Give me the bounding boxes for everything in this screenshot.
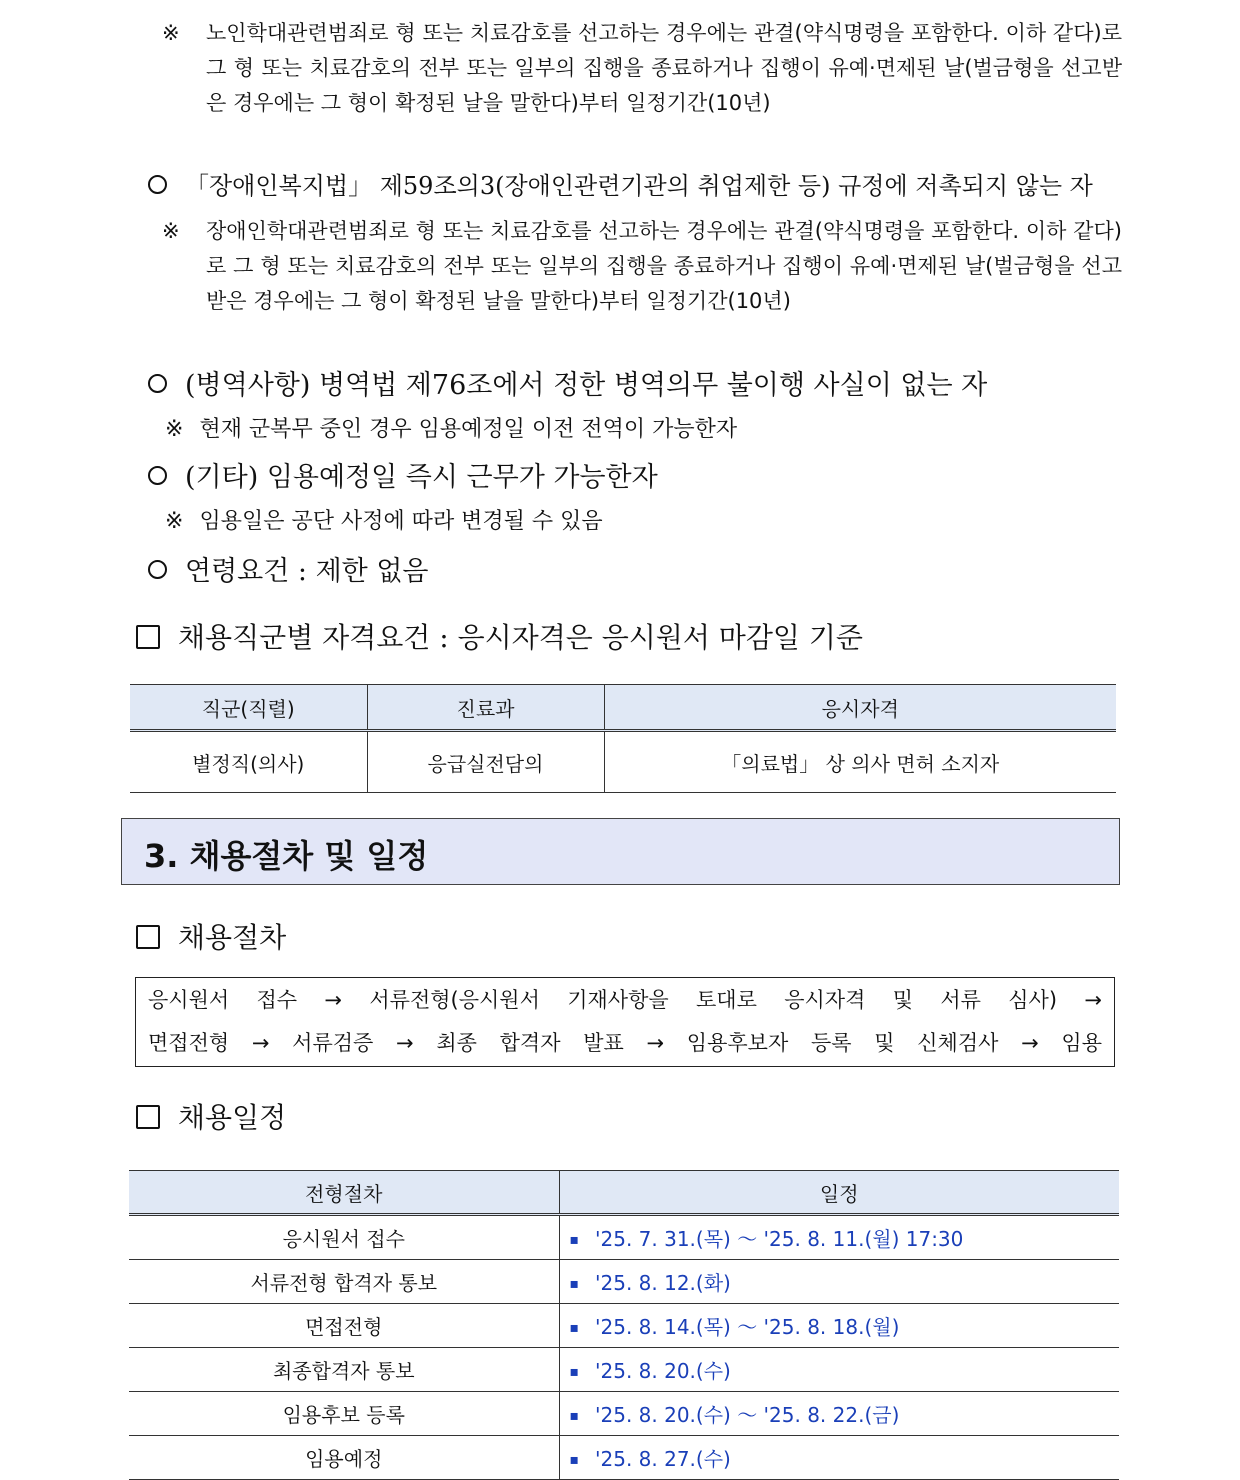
bullet-disability-law-text: 「장애인복지법」 제59조의3(장애인관련기관의 취업제한 등) 규정에 저촉되지 않는 자 — [185, 172, 1093, 200]
hollow-circle-icon — [148, 560, 167, 579]
reference-mark: ※ — [165, 417, 184, 442]
cell-date — [559, 1215, 1119, 1260]
square-bullet-icon: ▪ — [569, 1452, 579, 1468]
square-bullet-icon: ▪ — [569, 1364, 579, 1380]
hollow-circle-icon — [148, 175, 167, 194]
schedule-heading-text: 채용일정 — [178, 1101, 287, 1134]
cell-date — [559, 1392, 1119, 1436]
qualification-heading — [136, 618, 863, 658]
table-row — [129, 1436, 1119, 1480]
table-row — [129, 1304, 1119, 1348]
bullet-military-text: (병역사항) 병역법 제76조에서 정한 병역의무 불이행 사실이 없는 자 — [185, 370, 988, 401]
cell-date — [559, 1304, 1119, 1348]
bullet-disability-law — [148, 166, 1093, 206]
bullet-age — [148, 552, 429, 592]
table-row — [129, 1260, 1119, 1304]
cell-step: 최종합격자 통보 — [129, 1348, 559, 1392]
column-header-date: 일정 — [559, 1171, 1119, 1215]
cell-job-group: 별정직(의사) — [130, 731, 367, 793]
cell-step: 임용예정 — [129, 1436, 559, 1480]
table-row — [129, 1348, 1119, 1392]
square-bullet-icon: ▪ — [569, 1276, 579, 1292]
cell-step: 면접전형 — [129, 1304, 559, 1348]
military-note-text: 현재 군복무 중인 경우 임용예정일 이전 전역이 가능한자 — [199, 417, 738, 442]
cell-date-text: '25. 8. 27.(수) — [595, 1447, 731, 1471]
bullet-military — [148, 366, 987, 406]
square-box-icon — [136, 925, 160, 949]
note-disabled-abuse — [162, 214, 1122, 319]
cell-step: 서류전형 합격자 통보 — [129, 1260, 559, 1304]
table-row — [129, 1215, 1119, 1260]
other-note — [165, 505, 603, 539]
procedure-heading — [136, 918, 286, 958]
hollow-circle-icon — [148, 466, 167, 485]
cell-qualification: 「의료법」 상 의사 면허 소지자 — [604, 731, 1116, 793]
note-elder-abuse — [162, 16, 1122, 121]
column-header-department: 진료과 — [367, 685, 604, 731]
bullet-other-text: (기타) 임용예정일 즉시 근무가 가능한자 — [185, 462, 658, 493]
square-bullet-icon: ▪ — [569, 1408, 579, 1424]
table-header-row — [129, 1171, 1119, 1215]
schedule-heading — [136, 1098, 286, 1138]
square-box-icon — [136, 1105, 160, 1129]
cell-date-text: '25. 7. 31.(목) ～ '25. 8. 11.(월) 17:30 — [595, 1227, 964, 1251]
cell-department: 응급실전담의 — [367, 731, 604, 793]
procedure-line-2: 면접전형 → 서류검증 → 최종 합격자 발표 → 임용후보자 등록 및 신체검사 → 임용 — [148, 1031, 1102, 1055]
table-row — [130, 731, 1116, 793]
column-header-step: 전형절차 — [129, 1171, 559, 1215]
cell-step: 응시원서 접수 — [129, 1215, 559, 1260]
reference-mark: ※ — [162, 21, 180, 45]
cell-date — [559, 1260, 1119, 1304]
reference-mark: ※ — [162, 219, 180, 243]
other-note-text: 임용일은 공단 사정에 따라 변경될 수 있음 — [199, 509, 603, 534]
procedure-line-1: 응시원서 접수 → 서류전형(응시원서 기재사항을 토대로 응시자격 및 서류 심사) → — [148, 988, 1102, 1012]
table-row — [129, 1392, 1119, 1436]
cell-date — [559, 1348, 1119, 1392]
bullet-other — [148, 458, 658, 498]
procedure-box — [135, 977, 1115, 1067]
cell-date-text: '25. 8. 14.(목) ～ '25. 8. 18.(월) — [595, 1315, 900, 1339]
qualification-table — [130, 684, 1116, 793]
schedule-table — [129, 1170, 1119, 1480]
cell-date-text: '25. 8. 12.(화) — [595, 1271, 731, 1295]
section-header — [121, 818, 1120, 885]
procedure-heading-text: 채용절차 — [178, 921, 287, 954]
qualification-heading-text: 채용직군별 자격요건 : 응시자격은 응시원서 마감일 기준 — [178, 621, 863, 654]
column-header-job-group: 직군(직렬) — [130, 685, 367, 731]
reference-mark: ※ — [165, 509, 184, 534]
section-title: 3. 채용절차 및 일정 — [144, 837, 429, 875]
square-bullet-icon: ▪ — [569, 1320, 579, 1336]
cell-step: 임용후보 등록 — [129, 1392, 559, 1436]
cell-date-text: '25. 8. 20.(수) — [595, 1359, 731, 1383]
note-elder-abuse-text: 노인학대관련범죄로 형 또는 치료감호를 선고하는 경우에는 관결(약식명령을 포함한다. 이하 같다)로 그 형 또는 치료감호의 전부 또는 일부의 집행을 종료하거나 집행이 유예·면제된 날(벌금형을 선고받은 경우에는 그 형이 확정된 날을 말한다)부터 일정기간(10년) — [206, 21, 1122, 115]
square-bullet-icon: ▪ — [569, 1232, 579, 1248]
bullet-age-text: 연령요건 : 제한 없음 — [185, 556, 429, 587]
note-disabled-abuse-text: 장애인학대관련범죄로 형 또는 치료감호를 선고하는 경우에는 관결(약식명령을 포함한다. 이하 같다)로 그 형 또는 치료감호의 전부 또는 일부의 집행을 종료하거나 집행이 유예·면제된 날(벌금형을 선고받은 경우에는 그 형이 확정된 날을 말한다)부터 일정기간(10년) — [206, 219, 1122, 313]
square-box-icon — [136, 625, 160, 649]
military-note — [165, 413, 737, 447]
table-header-row — [130, 685, 1116, 731]
hollow-circle-icon — [148, 374, 167, 393]
column-header-qualification: 응시자격 — [604, 685, 1116, 731]
cell-date-text: '25. 8. 20.(수) ～ '25. 8. 22.(금) — [595, 1403, 900, 1427]
cell-date — [559, 1436, 1119, 1480]
